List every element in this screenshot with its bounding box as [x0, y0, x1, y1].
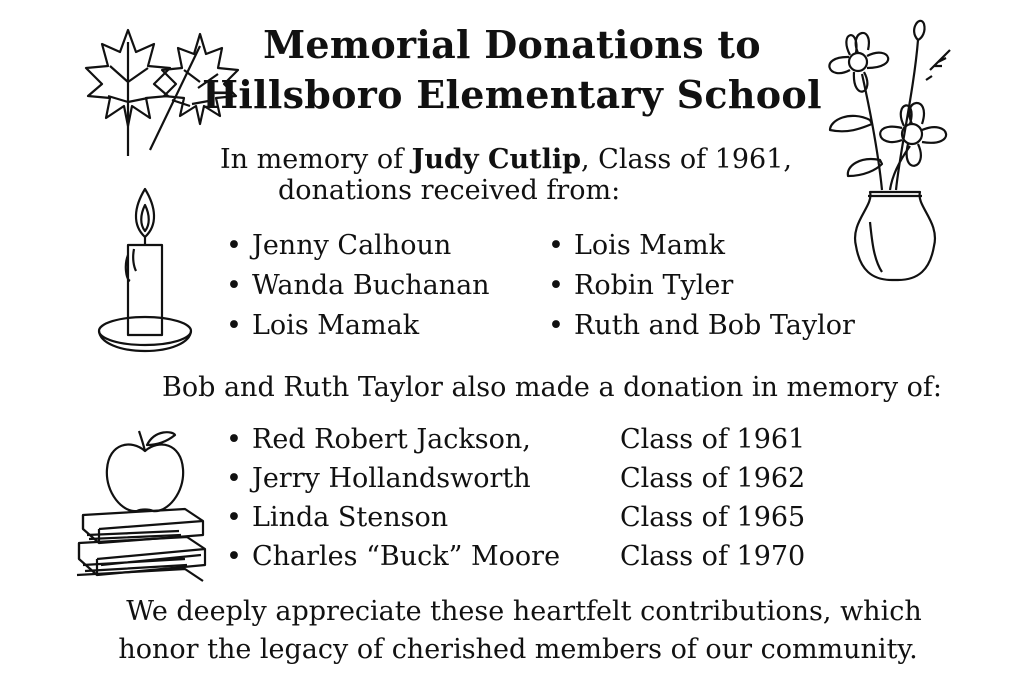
memorial-class: Class of 1962	[620, 463, 806, 494]
intro-suffix: , Class of 1961,	[581, 144, 792, 175]
memorial-class: Class of 1965	[620, 502, 806, 533]
memorial-class: Class of 1970	[620, 541, 806, 572]
second-intro: Bob and Ruth Taylor also made a donation in memory of:	[162, 372, 943, 403]
intro-text	[220, 144, 860, 206]
title-line-1: Memorial Donations to	[263, 22, 761, 67]
closing-line-1: We deeply appreciate these heartfelt contributions, which	[126, 596, 922, 627]
memorial-name: • Linda Stenson	[226, 502, 448, 533]
title-line-2: Hillsboro Elementary School	[202, 72, 822, 117]
memorial-name: • Jerry Hollandsworth	[226, 463, 531, 494]
memorial-name: • Charles “Buck” Moore	[226, 541, 560, 572]
honoree-name: Judy Cutlip	[411, 144, 582, 175]
donor-item: • Lois Mamk	[548, 230, 725, 261]
donor-item: • Ruth and Bob Taylor	[548, 310, 855, 341]
candle-icon	[90, 185, 200, 355]
apple-books-icon	[75, 425, 215, 590]
intro-prefix: In memory of	[220, 144, 412, 175]
donor-item: • Wanda Buchanan	[226, 270, 490, 301]
memorial-name: • Red Robert Jackson,	[226, 424, 531, 455]
closing-line-2: honor the legacy of cherished members of our community.	[118, 634, 918, 665]
donor-item: • Jenny Calhoun	[226, 230, 451, 261]
donor-item: • Lois Mamak	[226, 310, 419, 341]
memorial-class: Class of 1961	[620, 424, 806, 455]
intro-line-2: donations received from:	[278, 175, 621, 206]
donor-item: • Robin Tyler	[548, 270, 733, 301]
